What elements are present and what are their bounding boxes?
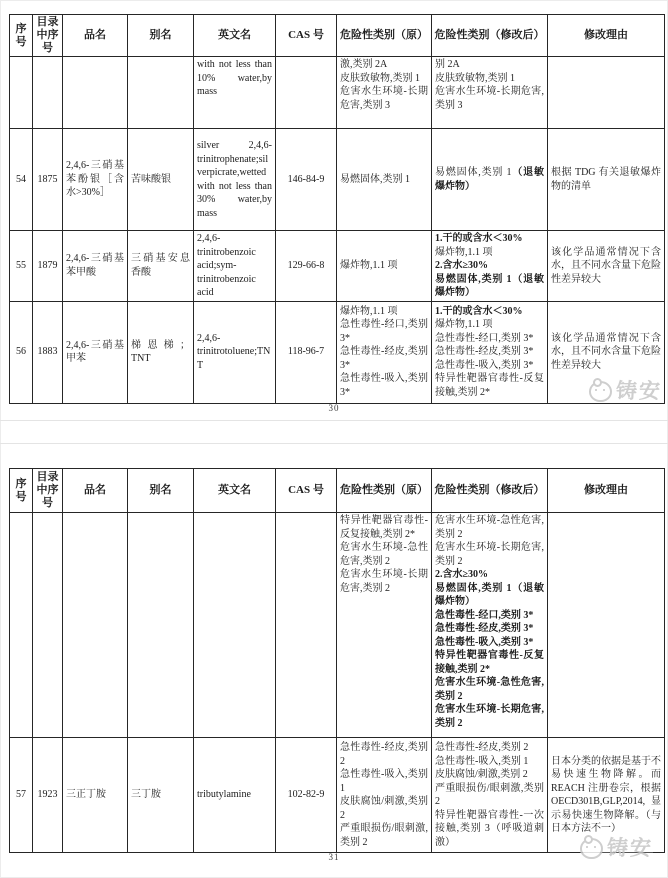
table-cell	[548, 57, 665, 129]
table-cell: 2,4,6-三硝基苯酚银［含水>30%］	[63, 129, 128, 231]
column-header: 危险性类别（修改后）	[432, 15, 548, 57]
column-header: 英文名	[194, 15, 276, 57]
table-cell: 57	[10, 738, 33, 853]
table-cell	[194, 513, 276, 738]
table-cell	[10, 57, 33, 129]
table-cell: 爆炸物,1.1 项 急性毒性-经口,类别 3* 急性毒性-经皮,类别 3* 急性毒性-吸入,类别 3*	[337, 301, 432, 403]
table-cell: 危害水生环境-急性危害,类别 2 危害水生环境-长期危害,类别 2 2.含水≥30% 易燃固体,类别 1（退敏爆炸物） 急性毒性-经口,类别 3* 急性毒性-经皮,类别 3* 急性毒性-吸入,类别 3* 特异性靶器官毒性-反复接触,类别 2* 危害水生环境-急性危害,类别 2 危害水生环境-长期危害,类别 2	[432, 513, 548, 738]
table-cell: 别 2A 皮肤致敏物,类别 1 危害水生环境-长期危害,类别 3	[432, 57, 548, 129]
table-cell	[33, 57, 63, 129]
column-header: CAS 号	[276, 469, 337, 513]
table-cell: 根据 TDG 有关退敏爆炸物的清单	[548, 129, 665, 231]
table-cell: 118-96-7	[276, 301, 337, 403]
table-cell: 1.干的或含水＜30% 爆炸物,1.1 项 急性毒性-经口,类别 3* 急性毒性-经皮,类别 3* 急性毒性-吸入,类别 3* 特异性靶器官毒性-反复接触,类别 2*	[432, 301, 548, 403]
column-header: 危险性类别（原）	[337, 469, 432, 513]
watermark-logo-icon	[580, 838, 603, 859]
table-cell	[33, 513, 63, 738]
table-row	[10, 738, 665, 853]
table-cell	[128, 57, 194, 129]
table-cell: with not less than 10% water,by mass	[194, 57, 276, 129]
table-cell	[276, 513, 337, 738]
table-cell: 1883	[33, 301, 63, 403]
table-cell	[63, 513, 128, 738]
table-cell: silver 2,4,6-trinitrophenate;silverpicrate,wetted with not less than 30% water,by mass	[194, 129, 276, 231]
header-row	[10, 15, 665, 57]
table-cell	[128, 513, 194, 738]
column-header: CAS 号	[276, 15, 337, 57]
table-cell: 日本分类的依据是基于不易快速生物降解。而 REACH 注册卷宗，根据 OECD301B,GLP,2014, 显示易快速生物降解。（与日本方法不一）	[548, 738, 665, 853]
table-cell: tributylamine	[194, 738, 276, 853]
table-row	[10, 231, 665, 302]
table-cell	[63, 57, 128, 129]
table-cell: 2,4,6-trinitrotoluene;TNT	[194, 301, 276, 403]
table-cell: 146-84-9	[276, 129, 337, 231]
hazard-classification-table-page-30	[9, 14, 665, 404]
column-header: 危险性类别（修改后）	[432, 469, 548, 513]
column-header: 序号	[10, 15, 33, 57]
column-header: 目录中序号	[33, 15, 63, 57]
table-cell: 129-66-8	[276, 231, 337, 302]
table-cell: 1.干的或含水＜30% 爆炸物,1.1 项 2.含水≥30% 易燃固体,类别 1（退敏爆炸物）	[432, 231, 548, 302]
column-header: 修改理由	[548, 15, 665, 57]
table-cell: 102-82-9	[276, 738, 337, 853]
table-cell: 易燃固体,类别 1（退敏爆炸物）	[432, 129, 548, 231]
table-cell: 2,4,6-三硝基苯甲酸	[63, 231, 128, 302]
table-cell: 梯恩梯；TNT	[128, 301, 194, 403]
column-header: 目录中序号	[33, 469, 63, 513]
table-cell: 三硝基安息香酸	[128, 231, 194, 302]
table-cell: 苦味酸银	[128, 129, 194, 231]
watermark-logo-icon	[589, 381, 612, 402]
table-cell: 1879	[33, 231, 63, 302]
column-header: 品名	[63, 15, 128, 57]
table-cell: 三丁胺	[128, 738, 194, 853]
table-cell: 2,4,6-三硝基甲苯	[63, 301, 128, 403]
table-row	[10, 513, 665, 738]
table-cell: 该化学品通常情况下含水，且不同水含量下危险性差异较大	[548, 231, 665, 302]
column-header: 别名	[128, 15, 194, 57]
table-row	[10, 301, 665, 403]
page-number: 30	[328, 403, 340, 413]
page-break-line	[0, 443, 668, 444]
column-header: 危险性类别（原）	[337, 15, 432, 57]
column-header: 英文名	[194, 469, 276, 513]
table-cell: 55	[10, 231, 33, 302]
table-cell: 1875	[33, 129, 63, 231]
header-row	[10, 469, 665, 513]
table-cell	[10, 513, 33, 738]
table-cell: 特异性靶器官毒性-反复接触,类别 2* 危害水生环境-急性危害,类别 2 危害水生环境-长期危害,类别 2	[337, 513, 432, 738]
table-cell: 急性毒性-经皮,类别 2 急性毒性-吸入,类别 1 皮肤腐蚀/刺激,类别 2 严重眼损伤/眼刺激,类别 2 特异性靶器官毒性-一次接触,类别 3（呼吸道刺激）	[432, 738, 548, 853]
table-cell: 激,类别 2A 皮肤致敏物,类别 1 危害水生环境-长期危害,类别 3	[337, 57, 432, 129]
table-cell: 易燃固体,类别 1	[337, 129, 432, 231]
table-row	[10, 129, 665, 231]
hazard-classification-table-page-31	[9, 468, 665, 853]
table-cell: 该化学品通常情况下含水，且不同水含量下危险性差异较大	[548, 301, 665, 403]
zhuan-watermark	[589, 381, 662, 402]
page-number: 31	[328, 852, 340, 862]
column-header: 修改理由	[548, 469, 665, 513]
table-cell	[276, 57, 337, 129]
page-break-line	[0, 420, 668, 421]
table-cell	[548, 513, 665, 738]
table-cell: 2,4,6-trinitrobenzoic acid;sym-trinitrobenzoic acid	[194, 231, 276, 302]
table-cell: 56	[10, 301, 33, 403]
table-cell: 三正丁胺	[63, 738, 128, 853]
column-header: 品名	[63, 469, 128, 513]
watermark-text: 铸安	[606, 837, 654, 860]
watermark-text: 铸安	[615, 380, 663, 403]
table-cell: 1923	[33, 738, 63, 853]
table-cell: 爆炸物,1.1 项	[337, 231, 432, 302]
column-header: 别名	[128, 469, 194, 513]
table-cell: 急性毒性-经皮,类别 2 急性毒性-吸入,类别 1 皮肤腐蚀/刺激,类别 2 严重眼损伤/眼刺激,类别 2	[337, 738, 432, 853]
column-header: 序号	[10, 469, 33, 513]
table-row	[10, 57, 665, 129]
table-cell: 54	[10, 129, 33, 231]
zhuan-watermark	[580, 838, 653, 859]
